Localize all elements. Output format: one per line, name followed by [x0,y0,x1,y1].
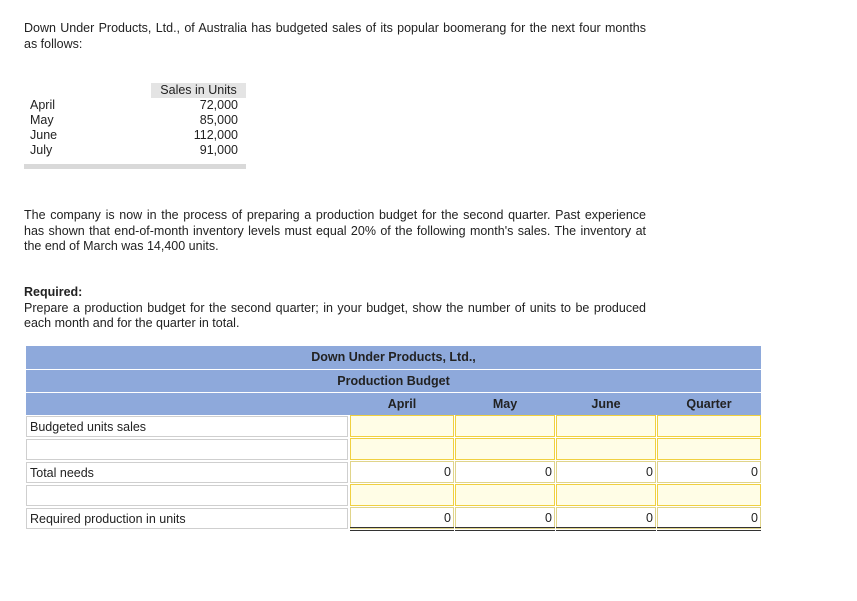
input-cell[interactable] [657,415,761,437]
input-cell[interactable] [657,438,761,460]
required-production-may: 0 [545,511,552,525]
input-cell[interactable] [556,438,656,460]
input-cell[interactable] [657,484,761,506]
double-underline [657,527,761,531]
budget-title: Production Budget [337,374,450,388]
sales-units: 91,000 [199,143,238,157]
column-header-quarter: Quarter [686,397,732,411]
required-production-april: 0 [444,511,451,525]
row-label-blank[interactable] [26,439,348,460]
column-header-june: June [591,397,621,411]
column-header-april: April [387,397,417,411]
header-company-band [26,346,761,370]
sales-table-divider [24,164,246,169]
column-header-may: May [492,397,518,411]
header-columns-band [26,393,761,416]
input-cell[interactable] [455,438,555,460]
sales-month: July [30,143,53,157]
input-cell[interactable] [455,484,555,506]
double-underline [350,527,454,531]
double-underline [556,527,656,531]
sales-month: May [30,113,54,127]
total-needs-may: 0 [545,465,552,479]
production-budget-table [26,346,761,531]
input-cell[interactable] [350,438,454,460]
input-cell[interactable] [556,484,656,506]
total-needs-april: 0 [444,465,451,479]
input-cell[interactable] [455,415,555,437]
sales-units: 85,000 [199,113,238,127]
double-underline [455,527,555,531]
required-section [24,285,646,332]
row-label-budgeted-sales: Budgeted units sales [26,416,348,437]
row-label-blank[interactable] [26,485,348,506]
total-needs-quarter: 0 [751,465,758,479]
description-text: The company is now in the process of preparing a production budget for the second quarter. Past experience has shown that end-of-month inventory levels must equal 20% of the following month's sales. The inventory at the end of March was 14,400 units. [24,208,646,253]
company-name: Down Under Products, Ltd., [311,350,476,364]
header-title-band [26,370,761,393]
input-cell[interactable] [350,415,454,437]
input-cell[interactable] [556,415,656,437]
sales-month: April [30,98,56,112]
required-heading: Required: [24,285,83,299]
required-text: Prepare a production budget for the second quarter; in your budget, show the number of units to be produced each month and for the quarter in total. [24,300,646,330]
required-production-june: 0 [646,511,653,525]
row-label-total-needs: Total needs [26,462,348,483]
sales-month: June [30,128,58,142]
total-needs-june: 0 [646,465,653,479]
sales-units: 112,000 [193,128,238,142]
input-cell[interactable] [350,484,454,506]
sales-units: 72,000 [199,98,238,112]
required-production-quarter: 0 [751,511,758,525]
intro-text: Down Under Products, Ltd., of Australia has budgeted sales of its popular boomerang for the next four months as follows: [24,21,646,51]
row-label-required-production: Required production in units [26,508,348,529]
sales-header: Sales in Units [151,83,246,98]
